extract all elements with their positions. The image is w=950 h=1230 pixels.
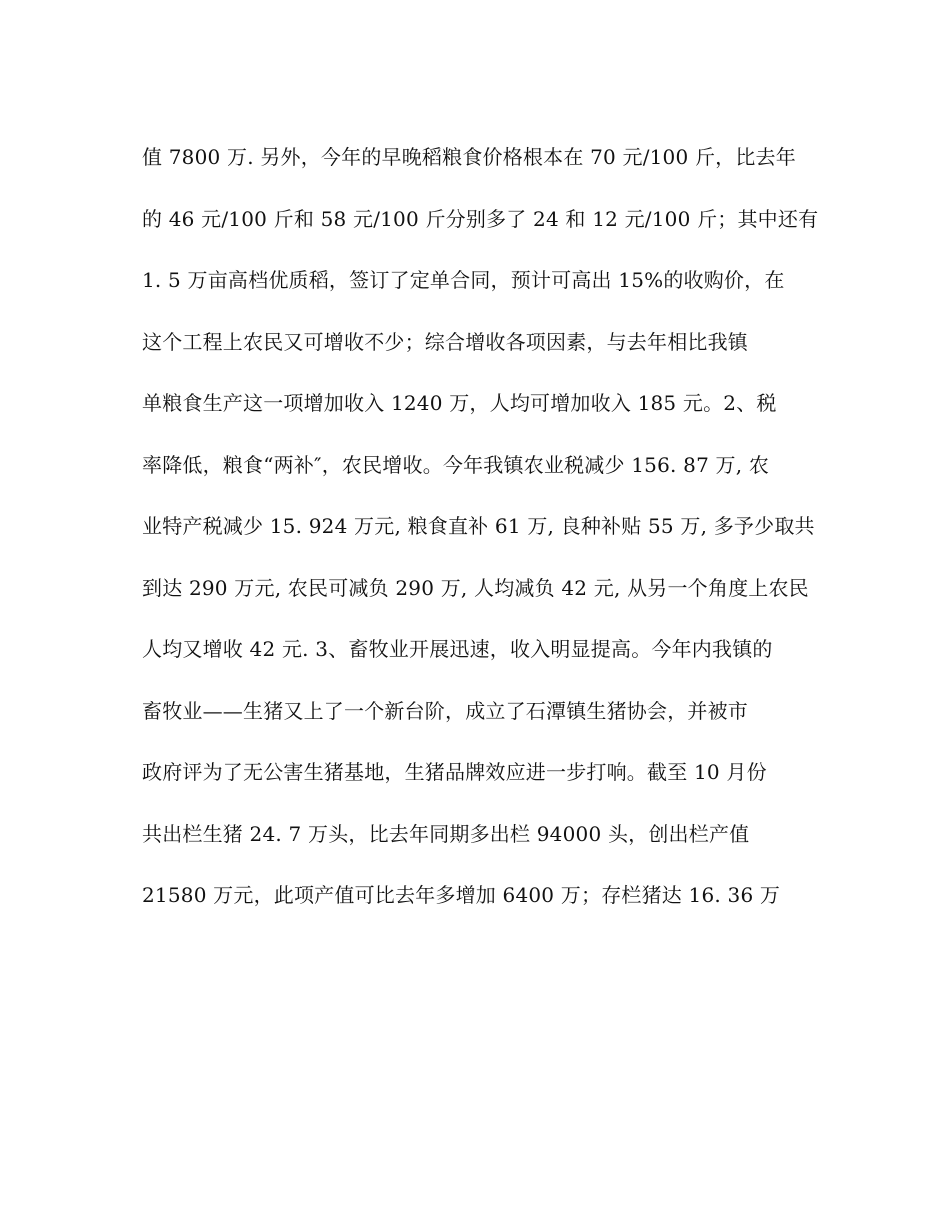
text-line-4: 这个工程上农民又可增收不少；综合增收各项因素，与去年相比我镇 — [142, 329, 748, 354]
text-line-5: 单粮食生产这一项增加收入 1240 万，人均可增加收入 185 元。2、税 — [142, 391, 777, 415]
text-line-13: 21580 万元，此项产值可比去年多增加 6400 万；存栏猪达 16. 36 万 — [142, 883, 781, 907]
document-body — [142, 137, 822, 937]
text-line-9: 人均又增收 42 元. 3、畜牧业开展迅速，收入明显提高。今年内我镇的 — [142, 637, 773, 661]
text-line-7: 业特产税减少 15. 924 万元, 粮食直补 61 万, 良种补贴 55 万, 多予少取共 — [142, 514, 815, 538]
text-line-1: 值 7800 万. 另外，今年的早晚稻粮食价格根本在 70 元/100 斤，比去年 — [142, 145, 796, 169]
text-line-10: 畜牧业——生猪又上了一个新台阶，成立了石潭镇生猪协会，并被市 — [142, 698, 748, 723]
text-line-11: 政府评为了无公害生猪基地，生猪品牌效应进一步打响。截至 10 月份 — [142, 760, 767, 784]
text-line-6: 率降低，粮食“两补″，农民增收。今年我镇农业税减少 156. 87 万, 农 — [142, 452, 770, 477]
text-line-2: 的 46 元/100 斤和 58 元/100 斤分别多了 24 和 12 元/100 斤；其中还有 — [142, 206, 819, 231]
text-line-12: 共出栏生猪 24. 7 万头，比去年同期多出栏 94000 头，创出栏产值 — [142, 821, 750, 846]
text-line-8: 到达 290 万元, 农民可减负 290 万, 人均减负 42 元, 从另一个角度上农民 — [142, 575, 809, 600]
text-line-3: 1. 5 万亩高档优质稻，签订了定单合同，预计可高出 15%的收购价，在 — [142, 268, 785, 292]
